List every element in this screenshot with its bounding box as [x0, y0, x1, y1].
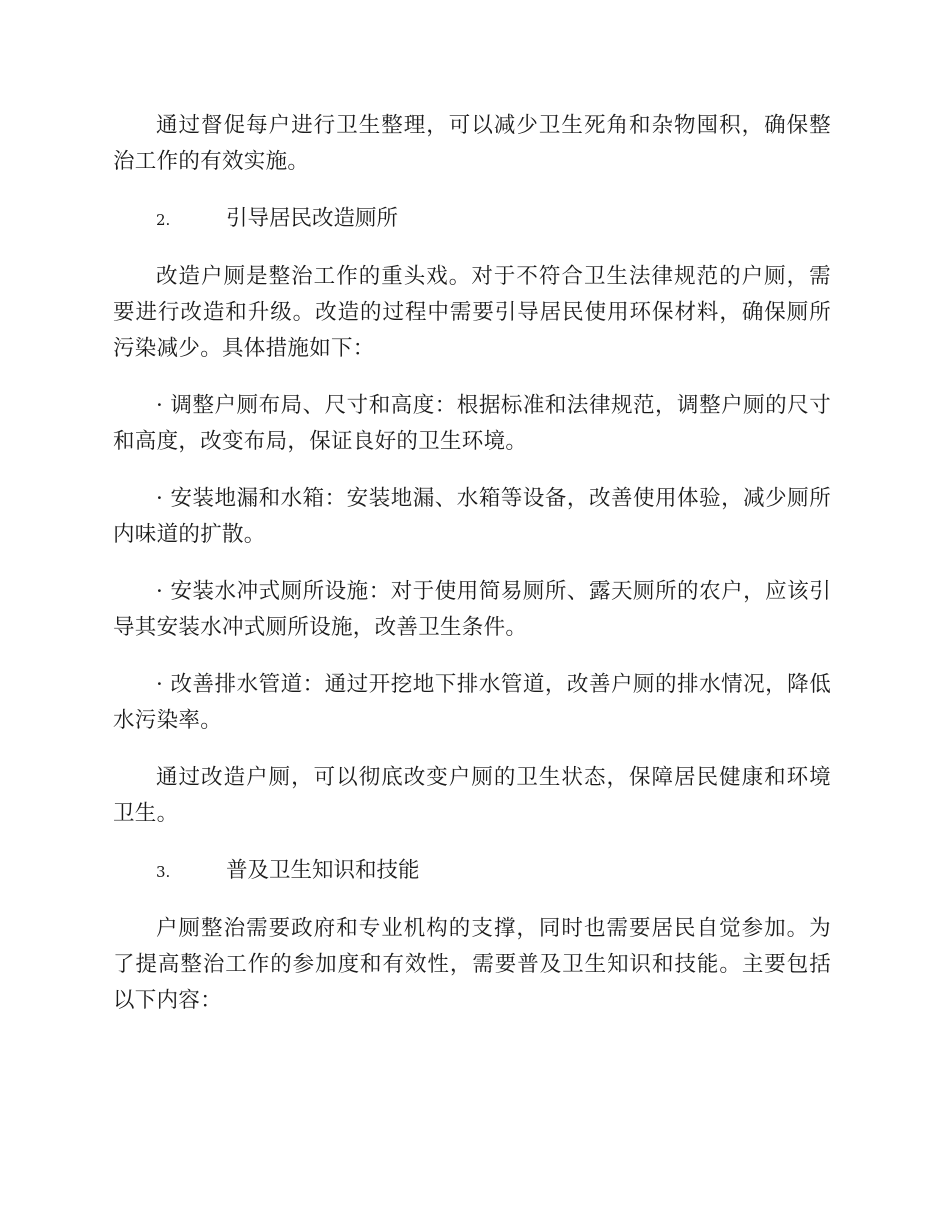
section-title: 引导居民改造厕所 — [226, 206, 399, 231]
bullet-layout-adjust: · 调整户厕布局、尺寸和高度：根据标准和法律规范，调整户厕的尺寸和高度，改变布局，保证良好的卫生环境。 — [113, 393, 831, 454]
section-heading-3 — [113, 853, 831, 890]
section-title: 普及卫生知识和技能 — [226, 858, 420, 883]
bullet-flush-toilet: · 安装水冲式厕所设施：对于使用简易厕所、露天厕所的农户，应该引导其安装水冲式厕所设施，改善卫生条件。 — [113, 579, 831, 640]
paragraph-toilet-renovation: 改造户厕是整治工作的重头戏。对于不符合卫生法律规范的户厕，需要进行改造和升级。改造的过程中需要引导居民使用环保材料，确保厕所污染减少。具体措施如下： — [113, 264, 831, 361]
paragraph-intro: 通过督促每户进行卫生整理，可以减少卫生死角和杂物囤积，确保整治工作的有效实施。 — [113, 113, 831, 174]
bullet-drainage-pipe: · 改善排水管道：通过开挖地下排水管道，改善户厕的排水情况，降低水污染率。 — [113, 672, 831, 733]
document-page — [113, 108, 831, 1040]
bullet-drain-tank: · 安装地漏和水箱：安装地漏、水箱等设备，改善使用体验，减少厕所内味道的扩散。 — [113, 486, 831, 547]
section-heading-2 — [113, 201, 831, 238]
section-number: 3. — [156, 863, 171, 881]
paragraph-hygiene-knowledge: 户厕整治需要政府和专业机构的支撑，同时也需要居民自觉参加。为了提高整治工作的参加度和有效性，需要普及卫生知识和技能。主要包括以下内容： — [113, 916, 831, 1013]
section-number: 2. — [156, 211, 171, 229]
paragraph-renovation-summary: 通过改造户厕，可以彻底改变户厕的卫生状态，保障居民健康和环境卫生。 — [113, 765, 831, 826]
